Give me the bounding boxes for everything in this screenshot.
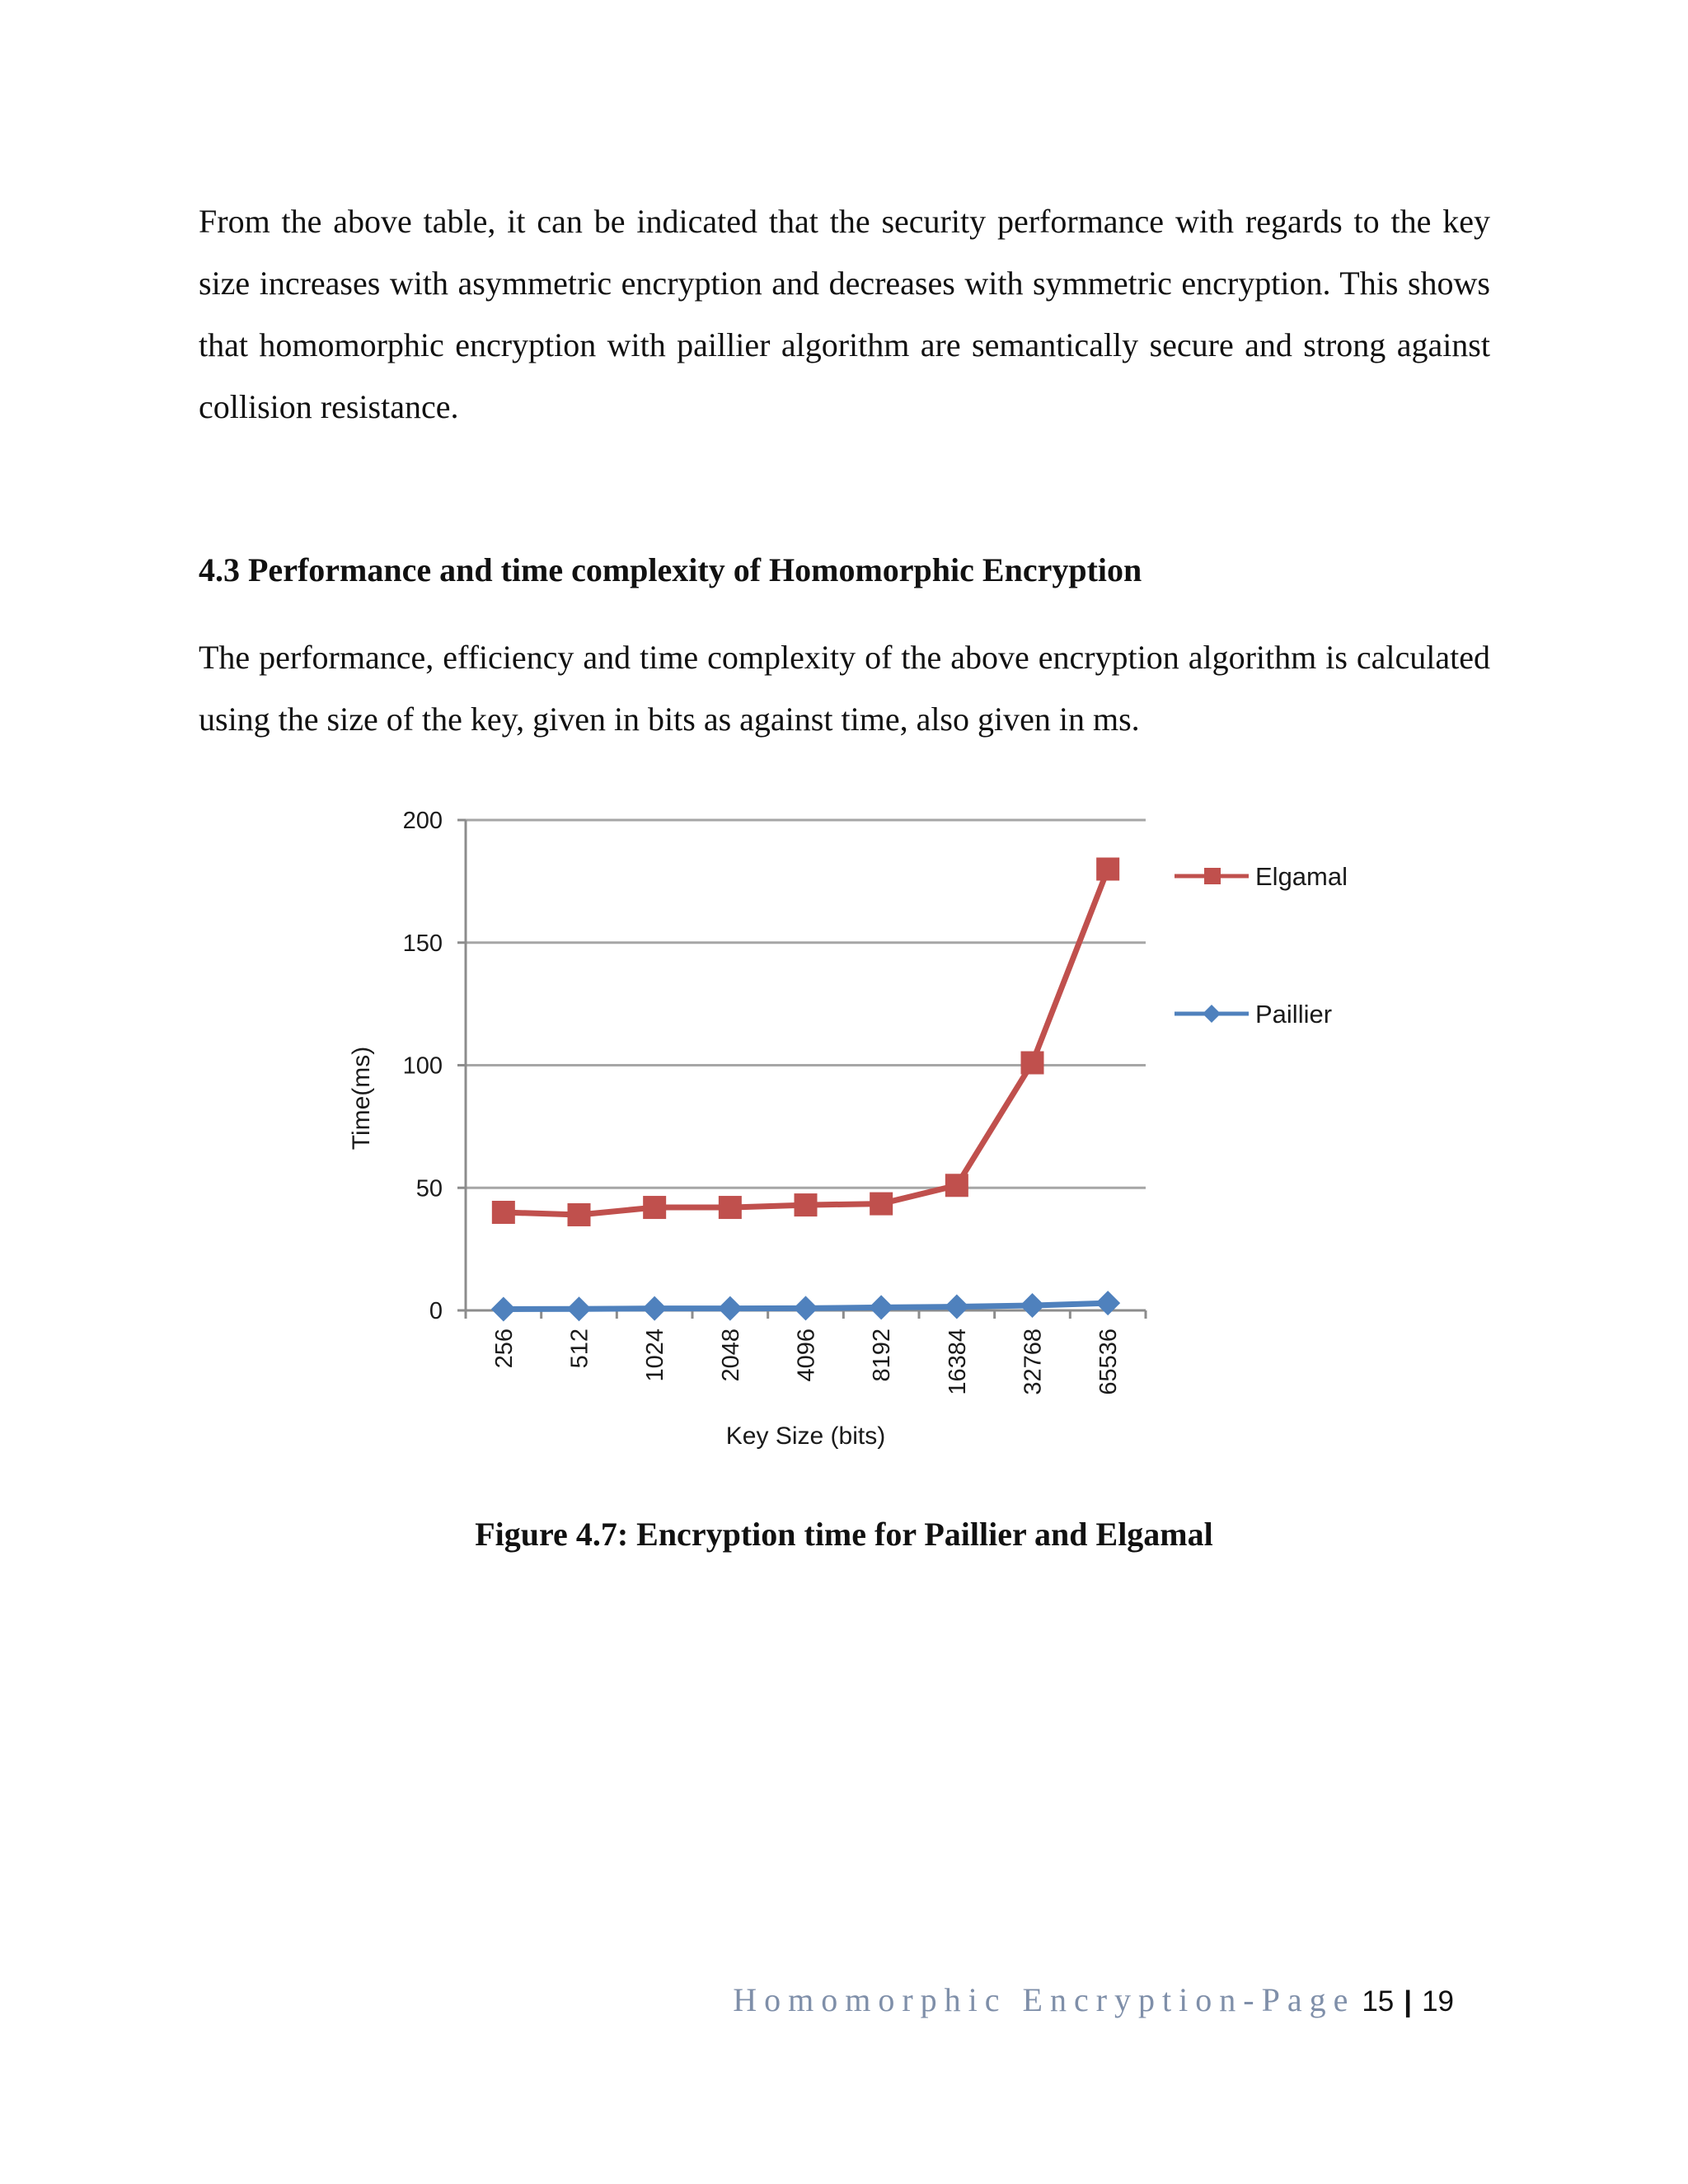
x-tick-label-512: 512 — [566, 1329, 593, 1369]
legend-label-paillier: Paillier — [1255, 1000, 1333, 1029]
footer-separator: | — [1404, 1985, 1413, 2018]
footer-label: Homomorphic Encryption-Page — [733, 1981, 1356, 2018]
x-tick-label-8192: 8192 — [869, 1329, 896, 1382]
x-tick-label-4096: 4096 — [793, 1329, 820, 1382]
point-paillier-16384 — [945, 1295, 969, 1319]
line-chart — [330, 791, 1401, 1467]
point-elgamal-4096 — [795, 1193, 818, 1216]
point-elgamal-512 — [568, 1203, 591, 1226]
y-tick-label-0: 0 — [429, 1298, 443, 1324]
y-tick-label-50: 50 — [415, 1175, 443, 1202]
point-elgamal-2048 — [719, 1196, 742, 1219]
point-paillier-512 — [567, 1296, 592, 1321]
y-tick-label-150: 150 — [402, 930, 443, 957]
point-elgamal-256 — [492, 1201, 515, 1224]
footer-total-pages: 19 — [1422, 1985, 1454, 2018]
point-elgamal-65536 — [1096, 858, 1119, 881]
y-tick-label-200: 200 — [402, 808, 443, 834]
point-paillier-65536 — [1095, 1291, 1120, 1315]
x-axis-title: Key Size (bits) — [725, 1422, 886, 1450]
point-paillier-2048 — [718, 1296, 743, 1321]
point-elgamal-8192 — [870, 1193, 893, 1216]
section-heading: 4.3 Performance and time complexity of Homomorphic Encryption — [199, 551, 1142, 588]
point-paillier-32768 — [1020, 1293, 1045, 1318]
footer-page-number: 15 — [1362, 1985, 1395, 2018]
point-elgamal-32768 — [1021, 1052, 1044, 1075]
figure-caption: Figure 4.7: Encryption time for Paillier and Elgamal — [475, 1516, 1213, 1553]
point-paillier-1024 — [642, 1296, 667, 1321]
point-elgamal-16384 — [945, 1174, 968, 1197]
y-axis-title: Time(ms) — [348, 1046, 375, 1151]
x-tick-label-2048: 2048 — [717, 1329, 744, 1382]
legend-marker-paillier — [1203, 1005, 1221, 1023]
paragraph-intro: From the above table, it can be indicated that the security performance with regards to the key size increases with asymmetric encryption and decreases with symmetric encryption. This shows that homomorphic encryption with paillier algorithm are semantically secure and strong against collision resistance. — [199, 203, 1490, 425]
x-tick-label-16384: 16384 — [944, 1329, 971, 1395]
y-tick-label-100: 100 — [402, 1052, 443, 1080]
paragraph-performance: The performance, efficiency and time complexity of the above encryption algorithm is calculated using the size of the key, given in bits as against time, also given in ms. — [199, 639, 1490, 738]
legend-label-elgamal: Elgamal — [1255, 862, 1348, 891]
figure-chart — [330, 791, 1401, 1467]
point-paillier-8192 — [869, 1295, 893, 1319]
series-line-elgamal — [504, 869, 1108, 1215]
point-elgamal-1024 — [643, 1196, 666, 1219]
x-tick-label-1024: 1024 — [642, 1329, 669, 1382]
point-paillier-256 — [491, 1297, 516, 1322]
x-tick-label-256: 256 — [490, 1329, 518, 1369]
page-footer — [733, 1980, 1454, 2021]
point-paillier-4096 — [794, 1296, 818, 1320]
x-tick-label-32768: 32768 — [1020, 1329, 1047, 1395]
x-tick-label-65536: 65536 — [1095, 1329, 1123, 1395]
legend-marker-elgamal — [1204, 868, 1221, 884]
